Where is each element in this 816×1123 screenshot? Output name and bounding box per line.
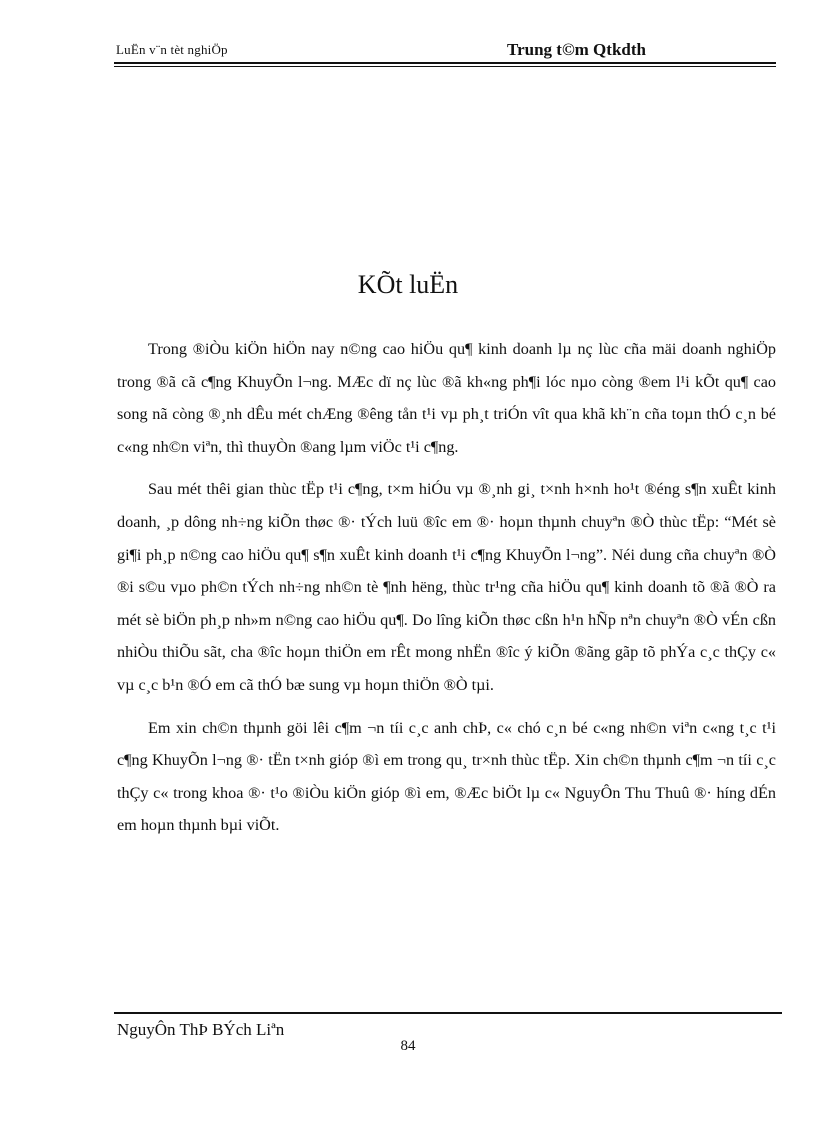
header-organization: Trung t©m Qtkdth — [507, 40, 646, 59]
section-title: KÕt luËn — [357, 270, 459, 299]
footer-rule — [114, 1012, 782, 1014]
paragraph-3: Em xin ch©n thµnh göi lêi c¶m ¬n tíi c¸c anh chÞ, c« chó c¸n bé c«ng nh©n viªn c«ng t¸c t¹i c¶ng KhuyÕn l¬ng ®· tËn t×nh gióp ®ì em trong qu¸ tr×nh thùc tËp. Xin ch©n thµnh c¶m ¬n tíi c¸c thÇy c« trong khoa ®· t¹o ®iÒu kiÖn gióp ®ì em, ®Æc biÖt lµ c« NguyÔn Thu Thuû ®· híng dÉn em hoµn thµnh bµi viÕt. — [117, 718, 776, 835]
paragraph-2: Sau mét thêi gian thùc tËp t¹i c¶ng, t×m hiÓu vµ ®¸nh gi¸ t×nh h×nh ho¹t ®éng s¶n xuÊt kinh doanh, ¸p dông nh÷ng kiÕn thøc ®· tÝch luü ®îc em ®· hoµn thµnh chuyªn ®Ò thùc tËp: “Mét sè gi¶i ph¸p n©ng cao hiÖu qu¶ s¶n xuÊt kinh doanh t¹i c¶ng KhuyÕn l¬ng”. Néi dung cña chuyªn ®Ò ®i s©u vµo ph©n tÝch nh÷ng nh©n tè ¶nh hëng, thùc tr¹ng cña hiÖu qu¶ kinh doanh tõ ®ã ®Ò ra mét sè biÖn ph¸p nh»m n©ng cao hiÖu qu¶. Do lîng kiÕn thøc cßn h¹n hÑp nªn chuyªn ®Ò vÉn cßn nhiÒu thiÕu sãt, cha ®îc hoµn thiÖn em rÊt mong nhËn ®îc ý kiÕn ®ãng gãp tõ phÝa c¸c thÇy c« vµ c¸c b¹n ®Ó em cã thÓ bæ sung vµ hoµn thiÖn ®Ò tµi. — [117, 480, 776, 694]
header-rule-thick — [114, 62, 776, 64]
header-rule-thin — [114, 66, 776, 67]
paragraph-1: Trong ®iÒu kiÖn hiÖn nay n©ng cao hiÖu qu¶ kinh doanh lµ nç lùc cña mäi doanh nghiÖp trong ®ã cã c¶ng KhuyÕn l¬ng. MÆc dï nç lùc ®ã kh«ng ph¶i lóc nµo còng ®em l¹i kÕt qu¶ cao song nã còng ®¸nh dÊu mét chÆng ®êng tån t¹i vµ ph¸t triÓn vît qua khã kh¨n cña toµn thÓ c¸n bé c«ng nh©n viªn, thì thuyÒn ®ang lµm viÖc t¹i c¶ng. — [117, 340, 776, 456]
page-header — [114, 40, 776, 64]
page-number: 84 — [400, 1038, 416, 1054]
body-text — [117, 333, 776, 852]
footer-author: NguyÔn ThÞ BÝch Liªn — [117, 1020, 285, 1039]
header-document-type: LuËn v¨n tèt nghiÖp — [116, 42, 228, 57]
